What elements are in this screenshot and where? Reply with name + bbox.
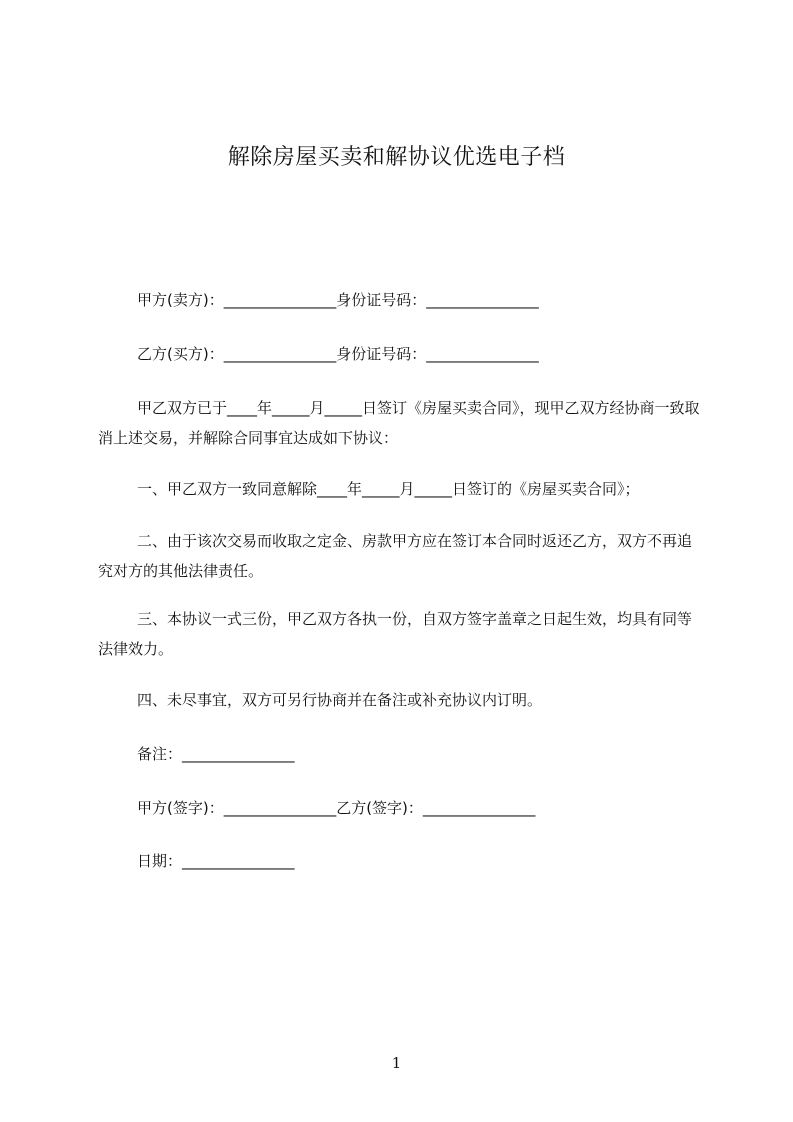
page-number: 1 [391, 1054, 402, 1072]
clause-3: 三、本协议一式三份，甲乙双方各执一份，自双方签字盖章之日起生效，均具有同等法律效力。 [98, 610, 693, 658]
document-title: 解除房屋买卖和解协议优选电子档 [227, 145, 566, 170]
signatures-line: 甲方(签字)：_______________乙方(签字)：_______________ [137, 799, 536, 817]
clause-2: 二、由于该次交易而收取之定金、房款甲方应在签订本合同时返还乙方，双方不再追究对方的其他法律责任。 [98, 532, 693, 580]
remarks-line: 备注：_______________ [137, 745, 295, 763]
party-b-line: 乙方(买方)：_______________身份证号码：_______________ [137, 345, 539, 363]
party-a-line: 甲方(卖方)：_______________身份证号码：_______________ [137, 291, 539, 309]
clause-1: 一、甲乙双方一致同意解除____年_____月_____日签订的《房屋买卖合同》； [137, 480, 640, 498]
date-line: 日期：_______________ [137, 852, 295, 870]
intro-paragraph: 甲乙双方已于____年_____月_____日签订《房屋买卖合同》，现甲乙双方经协商一致取消上述交易，并解除合同事宜达成如下协议： [98, 399, 700, 447]
clause-4: 四、未尽事宜，双方可另行协商并在备注或补充协议内订明。 [137, 691, 543, 709]
